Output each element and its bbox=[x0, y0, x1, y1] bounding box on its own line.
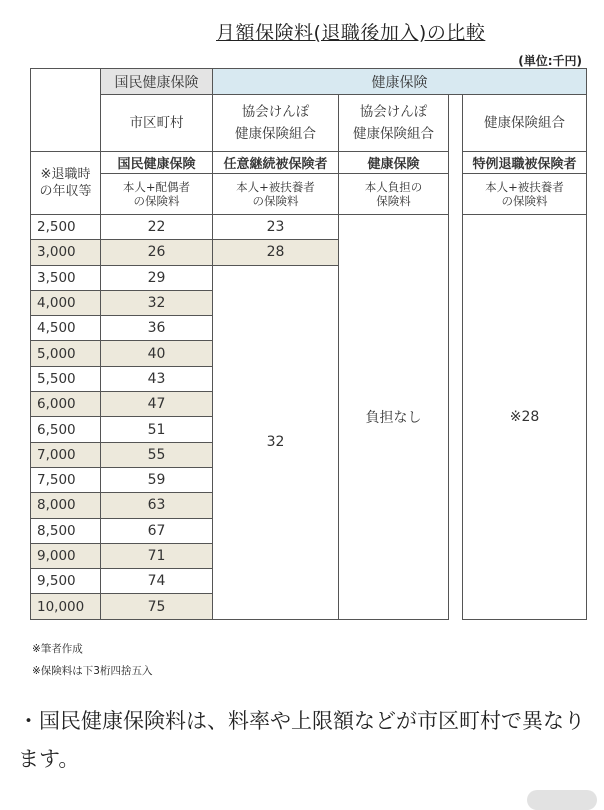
kokuho-value-cell: 47 bbox=[101, 392, 213, 417]
kokuho-desc bbox=[101, 174, 213, 215]
notes bbox=[32, 638, 152, 682]
income-cell: 6,500 bbox=[31, 417, 101, 442]
kokuho-value-cell: 29 bbox=[101, 265, 213, 290]
kokuho-value-cell: 40 bbox=[101, 341, 213, 366]
kenpo-desc bbox=[339, 174, 449, 215]
tokurei-merged-cell: ※28 bbox=[463, 215, 587, 620]
kenpo-desc-line1: 本人負担の bbox=[364, 180, 423, 194]
kokuho-value-cell: 55 bbox=[101, 442, 213, 467]
kokuho-value-cell: 22 bbox=[101, 215, 213, 240]
income-label-line1: ※退職時 bbox=[40, 167, 91, 182]
unit-label: (単位:千円) bbox=[518, 54, 582, 68]
nini-desc bbox=[213, 174, 339, 215]
income-cell: 8,000 bbox=[31, 493, 101, 518]
nini-type: 任意継続被保険者 bbox=[213, 152, 339, 174]
column-gap bbox=[449, 174, 463, 215]
tokurei-desc-line1: 本人+被扶養者 bbox=[485, 180, 564, 194]
tokurei-desc bbox=[463, 174, 587, 215]
kokuho-value-cell: 43 bbox=[101, 366, 213, 391]
kyokai-header-1 bbox=[213, 95, 339, 152]
kokuho-value-cell: 75 bbox=[101, 594, 213, 619]
comparison-table bbox=[30, 68, 587, 620]
kyokai-header-2 bbox=[339, 95, 449, 152]
income-label bbox=[31, 152, 101, 215]
column-gap bbox=[449, 95, 463, 152]
kokuho-value-cell: 74 bbox=[101, 569, 213, 594]
kenpo-merged-cell: 負担なし bbox=[339, 215, 449, 620]
nini-desc-line1: 本人+被扶養者 bbox=[236, 180, 315, 194]
nini-merged-cell: 32 bbox=[213, 265, 339, 619]
kokuho-value-cell: 26 bbox=[101, 240, 213, 265]
kenpo-group-header: 健康保険 bbox=[213, 69, 587, 95]
corner-cell bbox=[31, 69, 101, 152]
kenpo-type: 健康保険 bbox=[339, 152, 449, 174]
kumiai-header: 健康保険組合 bbox=[463, 95, 587, 152]
note-2: ※保険料は下3桁四捨五入 bbox=[32, 665, 153, 677]
income-cell: 10,000 bbox=[31, 594, 101, 619]
tokurei-type: 特例退職被保険者 bbox=[463, 152, 587, 174]
kokuho-value-cell: 36 bbox=[101, 316, 213, 341]
income-cell: 4,500 bbox=[31, 316, 101, 341]
tokurei-desc-line2: の保険料 bbox=[501, 194, 548, 208]
income-cell: 7,000 bbox=[31, 442, 101, 467]
income-cell: 7,500 bbox=[31, 467, 101, 492]
kyokai-header-2-line2: 健康保険組合 bbox=[353, 126, 434, 142]
kokuho-desc-line1: 本人+配偶者 bbox=[122, 180, 191, 194]
kokuho-value-cell: 32 bbox=[101, 290, 213, 315]
income-cell: 8,500 bbox=[31, 518, 101, 543]
kokuho-value-cell: 71 bbox=[101, 543, 213, 568]
nini-desc-line2: の保険料 bbox=[252, 194, 299, 208]
kyokai-header-2-line1: 協会けんぽ bbox=[359, 104, 428, 120]
column-gap bbox=[449, 215, 463, 620]
kokuho-type: 国民健康保険 bbox=[101, 152, 213, 174]
note-1: ※筆者作成 bbox=[32, 643, 83, 655]
kokuho-desc-line2: の保険料 bbox=[133, 194, 180, 208]
scroll-pill[interactable] bbox=[527, 790, 597, 810]
income-label-line2: の年収等 bbox=[39, 184, 92, 199]
nini-value-cell: 23 bbox=[213, 215, 339, 240]
nini-value-cell: 28 bbox=[213, 240, 339, 265]
income-cell: 3,500 bbox=[31, 265, 101, 290]
income-cell: 4,000 bbox=[31, 290, 101, 315]
kyokai-header-1-line1: 協会けんぽ bbox=[241, 104, 310, 120]
kenpo-desc-line2: 保険料 bbox=[376, 194, 411, 208]
income-cell: 9,000 bbox=[31, 543, 101, 568]
kokuho-value-cell: 63 bbox=[101, 493, 213, 518]
table-title: 月額保険料(退職後加入)の比較 bbox=[216, 22, 486, 44]
kokuho-value-cell: 59 bbox=[101, 467, 213, 492]
kokuho-value-cell: 67 bbox=[101, 518, 213, 543]
income-cell: 5,500 bbox=[31, 366, 101, 391]
kokuho-value-cell: 51 bbox=[101, 417, 213, 442]
income-cell: 6,000 bbox=[31, 392, 101, 417]
kokuho-group-header: 国民健康保険 bbox=[101, 69, 213, 95]
municipality-header: 市区町村 bbox=[101, 95, 213, 152]
income-cell: 9,500 bbox=[31, 569, 101, 594]
table-row bbox=[31, 215, 587, 240]
income-cell: 3,000 bbox=[31, 240, 101, 265]
income-cell: 2,500 bbox=[31, 215, 101, 240]
body-paragraph: ・国民健康保険料は、料率や上限額などが市区町村で異なります。 bbox=[18, 709, 585, 771]
kyokai-header-1-line2: 健康保険組合 bbox=[235, 126, 316, 142]
income-cell: 5,000 bbox=[31, 341, 101, 366]
column-gap bbox=[449, 152, 463, 174]
